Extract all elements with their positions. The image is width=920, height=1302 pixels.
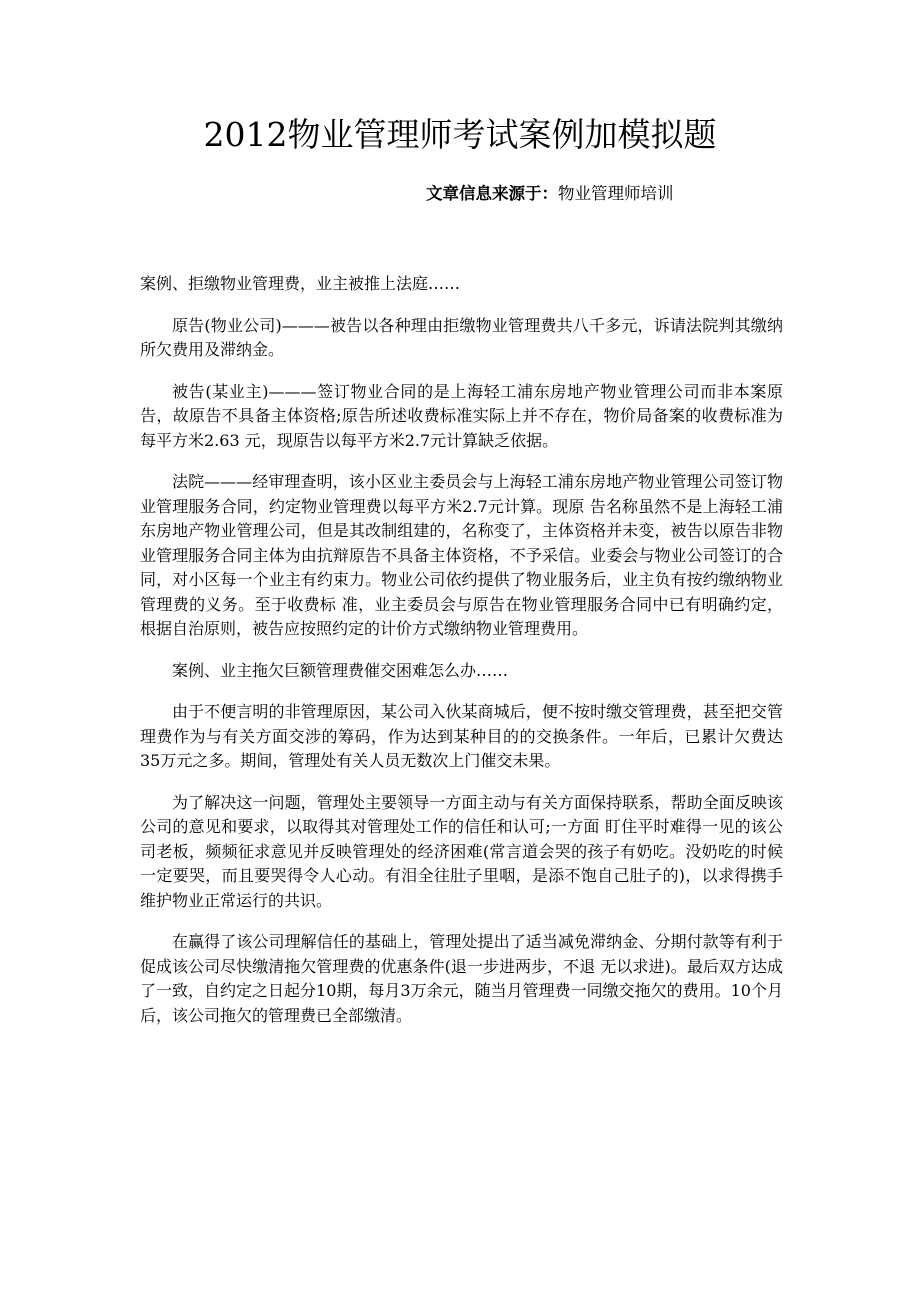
document-body [140, 272, 783, 1045]
paragraph-court: 法院———经审理查明，该小区业主委员会与上海轻工浦东房地产物业管理公司签订物业管理服务合同，约定物业管理费以每平方米2.7元计算。现原 告名称虽然不是上海轻工浦东房地产物业管理公司，但是其改制组建的，名称变了，主体资格并未变，被告以原告非物业管理服务合同主体为由抗辩原告不具备主体资格，不予采信。业委会与物业公司签订的合同，对小区每一个业主有约束力。物业公司依约提供了物业服务后，业主负有按约缴纳物业管理费的义务。至于收费标 准，业主委员会与原告在物业管理服务合同中已有明确约定，根据自治原则，被告应按照约定的计价方式缴纳物业管理费用。 [140, 472, 783, 638]
case-heading-2: 案例、业主拖欠巨额管理费催交困难怎么办…… [172, 660, 509, 680]
paragraph-defendant: 被告(某业主)———签订物业合同的是上海轻工浦东房地产物业管理公司而非本案原告，故原告不具备主体资格;原告所述收费标准实际上并不存在，物价局备案的收费标准为每平方米2.63 元，现原告以每平方米2.7元计算缺乏依据。 [140, 381, 783, 450]
paragraph-plaintiff: 原告(物业公司)———被告以各种理由拒缴物业管理费共八千多元，诉请法院判其缴纳所欠费用及滞纳金。 [140, 315, 783, 359]
document-title: 2012物业管理师考试案例加模拟题 [203, 115, 717, 154]
source-line [426, 182, 674, 206]
paragraph-background: 由于不便言明的非管理原因，某公司入伙某商城后，便不按时缴交管理费，甚至把交管理费作为与有关方面交涉的筹码，作为达到某种目的的交换条件。一年后，已累计欠费达35万元之多。期间，管理处有关人员无数次上门催交未果。 [140, 702, 783, 770]
source-value: 物业管理师培训 [558, 184, 674, 203]
case-heading-1: 案例、拒缴物业管理费，业主被推上法庭…… [140, 274, 461, 293]
paragraph-resolution: 在赢得了该公司理解信任的基础上，管理处提出了适当减免滞纳金、分期付款等有利于促成该公司尽快缴清拖欠管理费的优惠条件(退一步进两步，不退 无以求进)。最后双方达成了一致，自约定之日起分10期，每月3万余元，随当月管理费一同缴交拖欠的费用。10个月后，该公司拖欠的管理费已全部缴清。 [140, 932, 783, 1025]
paragraph-approach: 为了解决这一问题，管理处主要领导一方面主动与有关方面保持联系，帮助全面反映该公司的意见和要求，以取得其对管理处工作的信任和认可;一方面 盯住平时难得一见的该公司老板，频频征求意见并反映管理处的经济困难(常言道会哭的孩子有奶吃。没奶吃的时候一定要哭，而且要哭得令人心动。有泪全往肚子里咽，是添不饱自己肚子的)，以求得携手维护物业正常运行的共识。 [140, 792, 783, 910]
source-label: 文章信息来源于： [426, 184, 558, 203]
